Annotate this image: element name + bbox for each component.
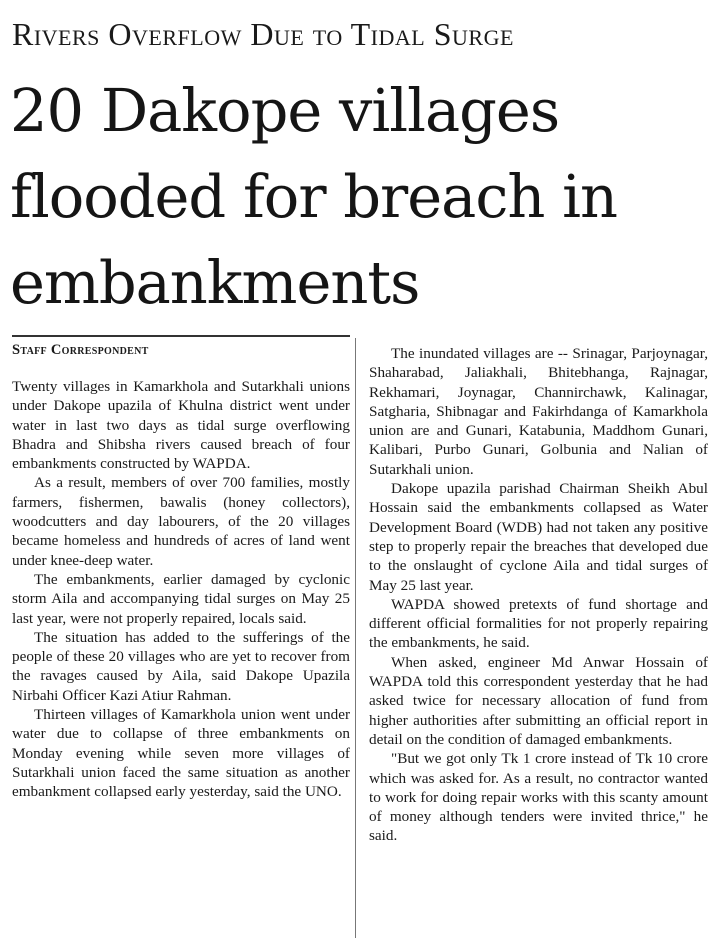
article-kicker: Rivers Overflow Due to Tidal Surge: [12, 16, 514, 52]
paragraph: Dakope upazila parishad Chairman Sheikh Abul Hossain said the embankments collapsed as Water Development Board (WDB) had not taken any positive step to properly repair the breaches that developed due to the onslaught of cyclone Aila and tidal surges of May 25 last year.: [369, 480, 708, 594]
paragraph: WAPDA showed pretexts of fund shortage and different official formalities for not properly repairing the embankments, he said.: [369, 595, 708, 652]
paragraph: "But we got only Tk 1 crore instead of Tk 10 crore which was asked for. As a result, no contractor wanted to work for doing repair works with this scanty amount of money although tenders were invited thrice," he said.: [369, 750, 708, 845]
article-byline: Staff Correspondent: [12, 342, 149, 358]
article-column-left: [12, 377, 350, 802]
article-column-right: [369, 344, 708, 846]
paragraph: Twenty villages in Kamarkhola and Sutarkhali unions under Dakope upazila of Khulna district went under water in last two days as tidal surge overflowing Bhadra and Shibsha rivers caused breach of four embankments constructed by WAPDA.: [12, 378, 350, 473]
paragraph: Thirteen villages of Kamarkhola union went under water due to collapse of three embankments on Monday evening while seven more villages of Sutarkhali union faced the same situation as another embankment collapsed early yesterday, said the UNO.: [12, 706, 350, 801]
paragraph: As a result, members of over 700 families, mostly farmers, fishermen, bawalis (honey collectors), woodcutters and day labourers, of the 20 villages became homeless and hundreds of acres of land went under knee-deep water.: [12, 474, 350, 569]
paragraph: When asked, engineer Md Anwar Hossain of WAPDA told this correspondent yesterday that he had asked twice for necessary allocation of fund from higher authorities after submitting an official report in detail on the condition of damaged embankments.: [369, 653, 708, 748]
paragraph: The embankments, earlier damaged by cyclonic storm Aila and accompanying tidal surges on May 25 last year, were not properly repaired, locals said.: [12, 570, 350, 627]
byline-rule: [12, 335, 350, 337]
paragraph: The situation has added to the sufferings of the people of these 20 villages who are yet to recover from the ravages caused by Aila, said Dakope Upazila Nirbahi Officer Kazi Atiur Rahman.: [12, 628, 350, 704]
article-headline: 20 Dakope villages flooded for breach in embankments: [10, 76, 617, 317]
column-divider: [355, 338, 356, 938]
paragraph: The inundated villages are -- Srinagar, Parjoynagar, Shaharabad, Jaliakhali, Bhitebhanga, Rajnagar, Rekhamari, Joynagar, Channirchawk, Kalinagar, Satgharia, Shibnagar and Fakirhdanga of Kamarkhola union are and Gunari, Katabunia, Maddhom Gunari, Kalibari, Purbo Gunari, Golbunia and Nalian of Sutarkhali union.: [369, 345, 708, 478]
